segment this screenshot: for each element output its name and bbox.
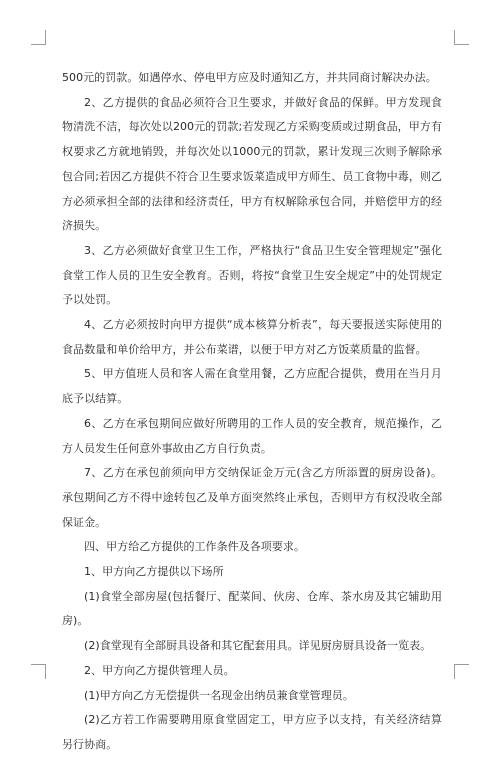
paragraph-clause-5: 5、甲方值班人员和客人需在食堂用餐，乙方应配合提供，费用在当月月底予以结算。 bbox=[62, 367, 442, 406]
crop-mark-bottom-left bbox=[31, 664, 46, 679]
paragraph-clause-3: 3、乙方必须做好食堂卫生工作，严格执行“食品卫生安全管理规定”强化食堂工作人员的卫生安全教育。否则，将按“食堂卫生安全规定”中的处罚规定予以处罚。 bbox=[62, 243, 442, 307]
paragraph-subitem-2-1: (1)甲方向乙方无偿提供一名现金出纳员兼食堂管理员。 bbox=[84, 688, 354, 702]
paragraph-subitem-1-2: (2)食堂现有全部厨具设备和其它配套用具。详见厨房厨具设备一览表。 bbox=[84, 639, 432, 653]
section-heading-4: 四、甲方给乙方提供的工作条件及各项要求。 bbox=[84, 540, 305, 554]
crop-mark-bottom-right bbox=[454, 664, 469, 679]
paragraph-clause-2: 2、乙方提供的食品必须符合卫生要求，并做好食品的保鲜。甲方发现食物清洗不洁，每次处以200元的罚款;若发现乙方采购变质或过期食品，甲方有权要求乙方就地销毁，并每次处以1000元的罚款，累计发现三次则予解除承包合同;若因乙方提供不符合卫生要求饭菜造成甲方师生、员工食物中毒，则乙方必须承担全部的法律和经济责任，甲方有权解除承包合同，并赔偿甲方的经济损失。 bbox=[62, 95, 442, 233]
paragraph-continuation: 500元的罚款。如遇停水、停电甲方应及时通知乙方，并共同商讨解决办法。 bbox=[62, 71, 437, 84]
paragraph-item-2: 2、甲方向乙方提供管理人员。 bbox=[84, 663, 235, 677]
document-body bbox=[62, 66, 442, 758]
paragraph-clause-7: 7、乙方在承包前须向甲方交纳保证金万元(含乙方所添置的厨房设备)。承包期间乙方不得中途转包乙及单方面突然终止承包，否则甲方有权没收全部保证金。 bbox=[62, 466, 442, 529]
paragraph-subitem-2-2: (2)乙方若工作需要聘用原食堂固定工，甲方应予以支持，有关经济结算另行协商。 bbox=[62, 713, 442, 751]
paragraph-subitem-1-1: (1)食堂全部房屋(包括餐厅、配菜间、伙房、仓库、茶水房及其它辅助用房)。 bbox=[62, 589, 442, 628]
crop-mark-top-right bbox=[454, 30, 469, 45]
crop-mark-top-left bbox=[31, 30, 46, 45]
paragraph-item-1: 1、甲方向乙方提供以下场所 bbox=[84, 565, 224, 579]
paragraph-clause-4: 4、乙方必须按时向甲方提供“成本核算分析表”，每天要报送实际使用的食品数量和单价给甲方，并公布菜谱，以便于甲方对乙方饭菜质量的监督。 bbox=[62, 318, 442, 356]
paragraph-clause-6: 6、乙方在承包期间应做好所聘用的工作人员的安全教育，规范操作，乙方人员发生任何意外事故由乙方自行负责。 bbox=[62, 416, 442, 455]
